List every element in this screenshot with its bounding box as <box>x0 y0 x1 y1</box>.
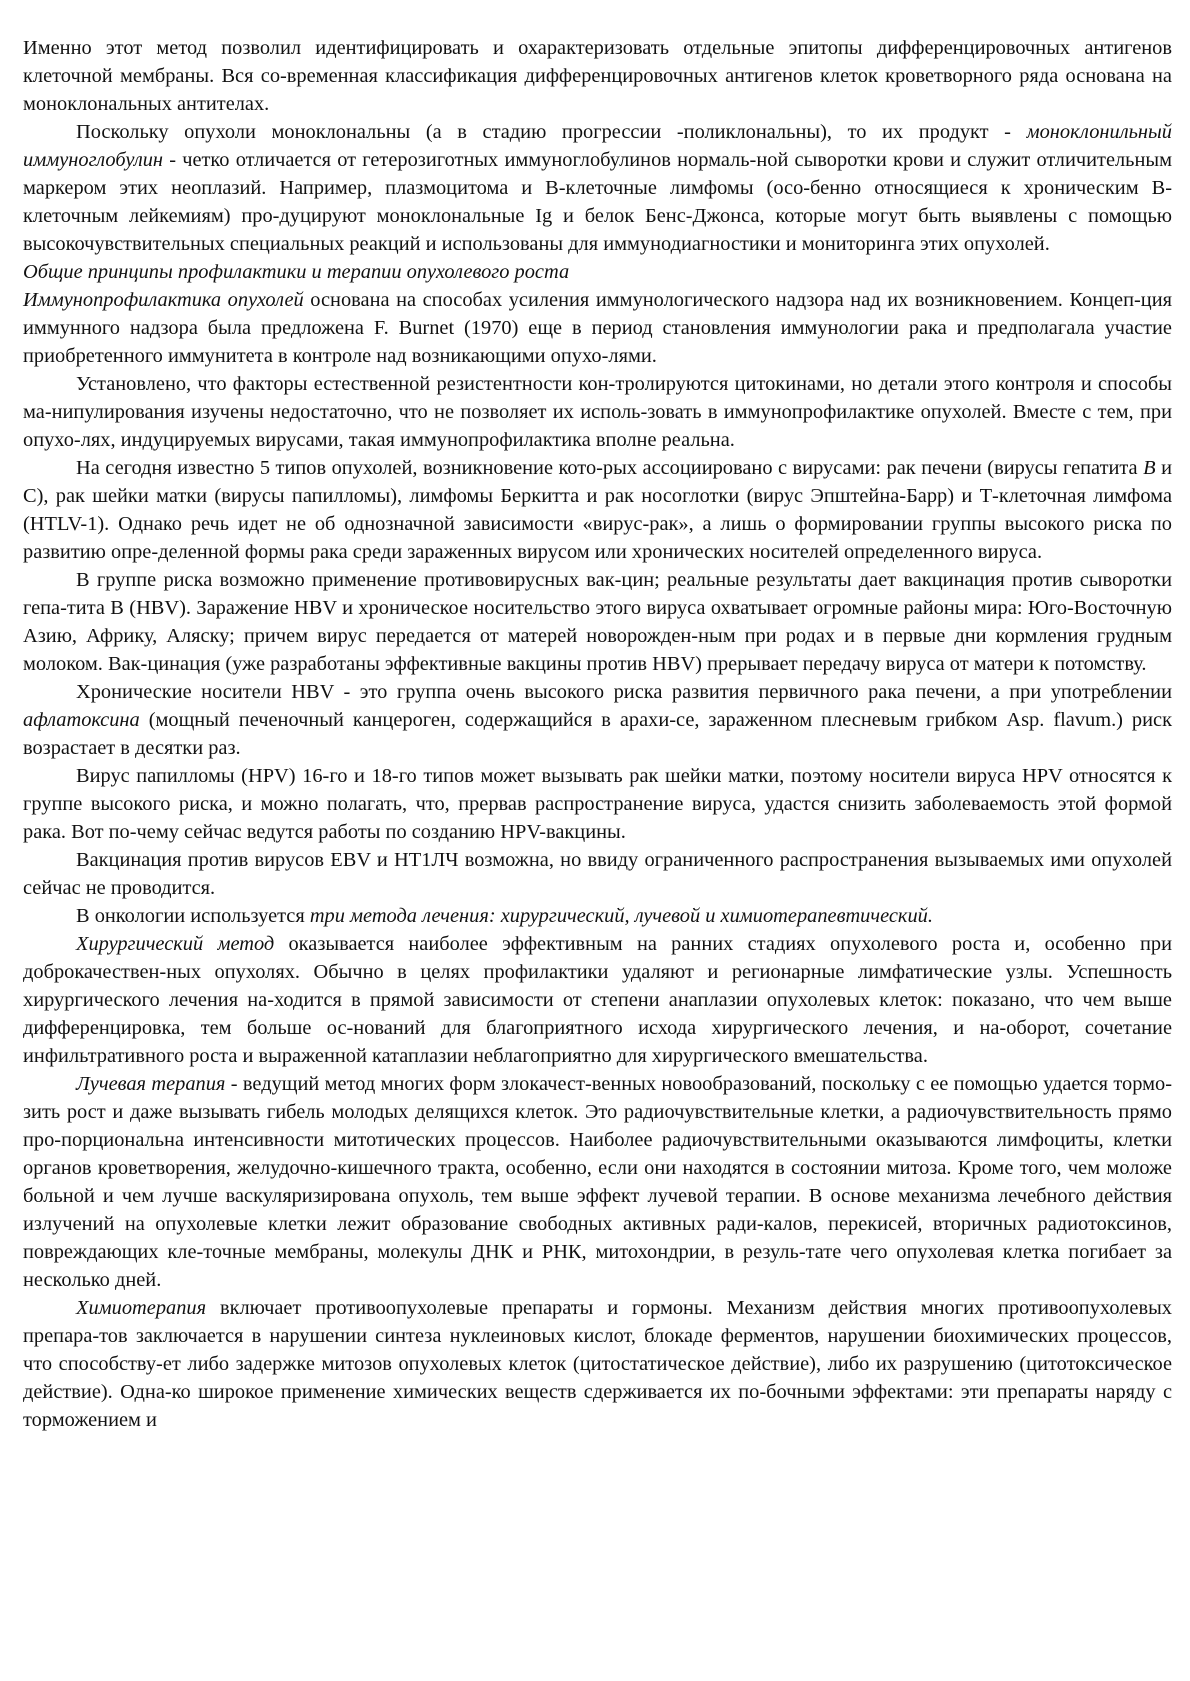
paragraph-7-text-b: (мощный печеночный канцероген, содержащийся в арахи-се, зараженном плесневым грибком Asp. flavum.) риск возрастает в десятки раз. <box>23 709 1172 759</box>
paragraph-1: Именно этот метод позволил идентифицировать и охарактеризовать отдельные эпитопы дифференцировочных антигенов клеточной мембраны. Вся со-временная классификация дифференцировочных антигенов клеток кроветворного ряда основана на моноклональных антителах. <box>23 37 1172 115</box>
paragraph-2-text-a: Поскольку опухоли моноклональны (а в стадию прогрессии -поликлональны), то их продукт - <box>76 121 1027 143</box>
paragraph-13-text-b: включает противоопухолевые препараты и гормоны. Механизм действия многих противоопухолевых препара-тов заключается в нарушении синтеза нуклеиновых кислот, блокаде ферментов, нарушении биохимических процессов, что способству-ет либо задержке митозов опухолевых клеток (цитостатическое действие), либо их разрушению (цитотоксическое действие). Одна-ко широкое применение химических веществ сдерживается их по-бочными эффектами: эти препараты наряду с торможением и <box>23 1297 1172 1431</box>
paragraph-4: Установлено, что факторы естественной резистентности кон-тролируются цитокинами, но детали этого контроля и способы ма-нипулирования изучены недостаточно, что не позволяет их исполь-зовать в иммунопрофилактике опухолей. Вместе с тем, при опухо-лях, индуцируемых вирусами, такая иммунопрофилактика вполне реальна. <box>23 373 1172 451</box>
paragraph-3-emphasis: Иммунопрофилактика опухолей <box>23 289 304 311</box>
paragraph-13 <box>23 1294 1172 1434</box>
paragraph-7 <box>23 678 1172 762</box>
paragraph-2 <box>23 118 1172 258</box>
paragraph-11-text-b: оказывается наиболее эффективным на ранних стадиях опухолевого роста и, особенно при доброкачествен-ных опухолях. Обычно в целях профилактики удаляют и регионарные лимфатические узлы. Успешность хирургического лечения на-ходится в прямой зависимости от степени анаплазии опухолевых клеток: показано, что чем выше дифференцировка, тем больше ос-нований для благоприятного исхода хирургического лечения, и на-оборот, сочетание инфильтративного роста и выраженной катаплазии неблагоприятно для хирургического вмешательства. <box>23 933 1172 1067</box>
paragraph-5-emphasis: В <box>1143 457 1156 479</box>
paragraph-9: Вакцинация против вирусов EBV и НТ1ЛЧ возможна, но ввиду ограниченного распространения вызываемых ими опухолей сейчас не проводится. <box>23 849 1172 899</box>
paragraph-7-emphasis: афлатоксина <box>23 709 140 731</box>
paragraph-10-text-a: В онкологии используется <box>76 905 310 927</box>
paragraph-10 <box>23 902 1172 930</box>
paragraph-2-text-b: - четко отличается от гетерозиготных иммуноглобулинов нормаль-ной сыворотки крови и служит отличительным маркером этих неоплазий. Например, плазмоцитома и В-клеточные лимфомы (осо-бенно относящиеся к хроническим В-клеточным лейкемиям) про-дуцируют моноклональные Ig и белок Бенс-Джонса, которые могут быть выявлены с помощью высокочувствительных специальных реакций и использованы для иммунодиагностики и мониторинга этих опухолей. <box>23 149 1172 255</box>
paragraph-10-emphasis: три метода лечения: хирургический, лучевой и химиотерапевтический. <box>309 905 933 927</box>
paragraph-2-emphasis: моноклонильный иммуноглобулин <box>23 121 1172 171</box>
paragraph-11-emphasis: Хирургический метод <box>76 933 275 955</box>
paragraph-12-text-b: - ведущий метод многих форм злокачест-венных новообразований, поскольку с ее помощью удается тормо-зить рост и даже вызывать гибель молодых делящихся клеток. Это радиочувствительные клетки, а радиочувствительность прямо про-порциональна интенсивности митотических процессов. Наиболее радиочувствительными оказываются лимфоциты, клетки органов кроветворения, желудочно-кишечного тракта, особенно, если они находятся в состоянии митоза. Кроме того, чем моложе больной и чем лучше васкуляризирована опухоль, тем выше эффект лучевой терапии. В основе механизма лечебного действия излучений на опухолевые клетки лежит образование свободных активных ради-калов, перекисей, вторичных радиотоксинов, повреждающих кле-точные мембраны, молекулы ДНК и РНК, митохондрии, в резуль-тате чего опухолевая клетка погибает за несколько дней. <box>23 1073 1173 1291</box>
paragraph-5-text-b: и С), рак шейки матки (вирусы папилломы), лимфомы Беркитта и рак носоглотки (вирус Эпштейна-Барр) и Т-клеточная лимфома (HTLV-1). Однако речь идет не об однозначной зависимости «вирус-рак», а лишь о формировании группы высокого риска по развитию опре-деленной формы рака среди зараженных вирусом или хронических носителей определенного вируса. <box>23 457 1172 563</box>
paragraph-3-text-b: основана на способах усиления иммунологического надзора над их возникновением. Концеп-ция иммунного надзора была предложена F. Burnet (1970) еще в период становления иммунологии рака и предполагала участие приобретенного иммунитета в контроле над возникающими опухо-лями. <box>23 289 1172 367</box>
paragraph-5-text-a: На сегодня известно 5 типов опухолей, возникновение кото-рых ассоциировано с вирусами: рак печени (вирусы гепатита <box>76 457 1144 479</box>
paragraph-3 <box>23 286 1172 370</box>
paragraph-11 <box>23 930 1172 1070</box>
paragraph-12 <box>23 1070 1172 1294</box>
paragraph-8: Вирус папилломы (HPV) 16-го и 18-го типов может вызывать рак шейки матки, поэтому носители вируса HPV относятся к группе высокого риска, и можно полагать, что, прервав распространение вируса, удастся снизить заболеваемость этой формой рака. Вот по-чему сейчас ведутся работы по созданию HPV-вакцины. <box>23 765 1172 843</box>
paragraph-7-text-a: Хронические носители HBV - это группа очень высокого риска развития первичного рака печени, а при употреблении <box>76 681 1172 703</box>
paragraph-6: В группе риска возможно применение противовирусных вак-цин; реальные результаты дает вакцинация против сыворотки гепа-тита В (HBV). Заражение HBV и хроническое носительство этого вируса охватывает огромные районы мира: Юго-Восточную Азию, Африку, Аляску; причем вирус передается от матерей новорожден-ным при родах и в первые дни кормления грудным молоком. Вак-цинация (уже разработаны эффективные вакцины против HBV) прерывает передачу вируса от матери к потомству. <box>23 569 1172 675</box>
paragraph-5 <box>23 454 1172 566</box>
paragraph-12-emphasis: Лучевая терапия <box>76 1073 226 1095</box>
paragraph-13-emphasis: Химиотерапия <box>76 1297 207 1319</box>
section-heading: Общие принципы профилактики и терапии опухолевого роста <box>23 261 570 283</box>
